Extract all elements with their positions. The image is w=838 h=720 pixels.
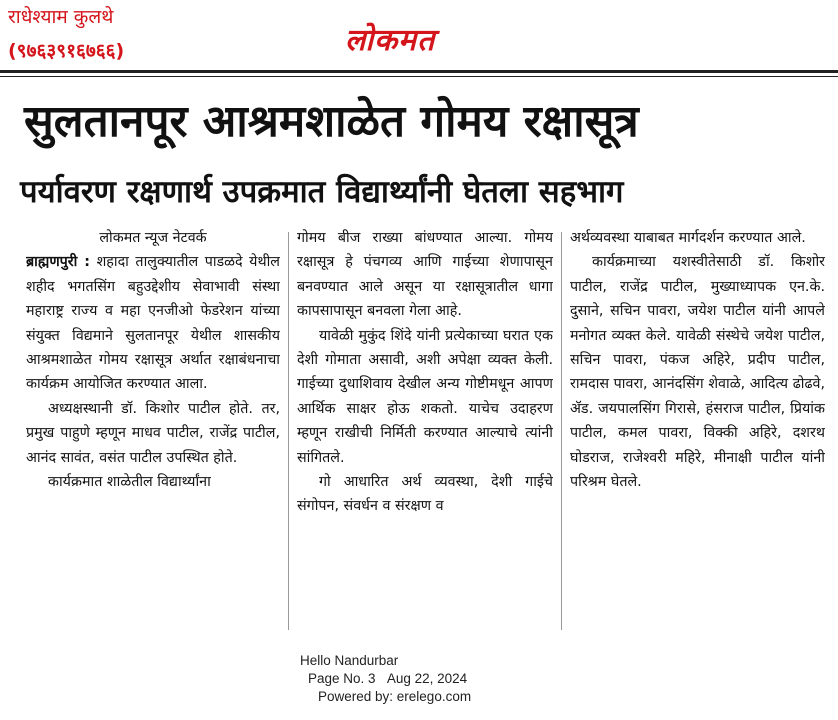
sender-phone: (९७६३९१६७६६) (8, 40, 125, 62)
article-column-2 (297, 226, 553, 636)
article-paragraph: कार्यक्रमात शाळेतील विद्यार्थ्यांना (48, 474, 211, 491)
footer-edition: Hello Nandurbar (300, 653, 399, 668)
page-footer (300, 652, 520, 706)
article-paragraph: गोमय बीज राख्या बांधण्यात आल्या. गोमय रक्षासूत्र हे पंचगव्य आणि गाईच्या शेणापासून बनवण्यात आले असून या रक्षासूत्रातील धागा कापसापासून बनवला गेला आहे. (297, 230, 553, 320)
newspaper-masthead-logo: लोकमत (345, 23, 436, 58)
footer-page-date (300, 670, 520, 688)
article-byline: लोकमत न्यूज नेटवर्क (99, 230, 207, 246)
article-headline: सुलतानपूर आश्रमशाळेत गोमय रक्षासूत्र (24, 96, 639, 147)
article-paragraph: कार्यक्रमाच्या यशस्वीतेसाठी डॉ. किशोर पाटील, राजेंद्र पाटील, मुख्याध्यापक एन.के. दुसाने, सचिन पावरा, जयेश पाटील यांनी आपले मनोगत व्यक्त केले. यावेळी संस्थेचे जयेश पाटील, सचिन पावरा, पंकज अहिरे, प्रदीप पाटील, रामदास पावरा, आनंदसिंग शेवाळे, आदित्य ढोढवे, ॲड. जयपालसिंग गिरासे, हंसराज पाटील, प्रियांक पाटील, कमल पावरा, विक्की अहिरे, दशरथ घोडराज, राजेश्वरी महिरे, मीनाक्षी पाटील यांनी परिश्रम घेतले. (570, 254, 825, 491)
article-paragraph: अध्यक्षस्थानी डॉ. किशोर पाटील होते. तर, प्रमुख पाहुणे म्हणून माधव पाटील, राजेंद्र पाटील, आनंद सावंत, वसंत पाटील उपस्थित होते. (26, 400, 280, 466)
column-divider (288, 232, 289, 630)
footer-date: Aug 22, 2024 (386, 671, 468, 686)
footer-powered: Powered by: erelego.com (318, 689, 472, 704)
article-column-1 (26, 226, 280, 636)
article-paragraph: यावेळी मुकुंद शिंदे यांनी प्रत्येकाच्या घरात एक देशी गोमाता असावी, अशी अपेक्षा व्यक्त केली. गाईच्या दुधाशिवाय देखील अन्य गोष्टीमधून आपण आर्थिक साक्षर होऊ शकतो. याचेच उदाहरण म्हणून राखीची निर्मिती करण्यात आल्याचे त्यांनी सांगितले. (297, 327, 553, 466)
sender-name: राधेश्याम कुलथे (8, 6, 114, 28)
top-rule (0, 70, 838, 73)
footer-page: Page No. 3 (308, 671, 376, 686)
article-paragraph-text: शहादा तालुक्यातील पाडळदे येथील शहीद भगतसिंग बहुउद्देशीय सेवाभावी संस्था महाराष्ट्र राज्य व महा एनजीओ फेडरेशन यांच्या संयुक्त विद्यमाने सुलतानपूर येथील शासकीय आश्रमशाळेत गोमय रक्षासूत्र अर्थात रक्षाबंधनाचा कार्यक्रम आयोजित करण्यात आला. (26, 254, 280, 393)
top-rule-thin (0, 76, 838, 77)
article-paragraph (26, 250, 280, 396)
article-paragraph: गो आधारित अर्थ व्यवस्था, देशी गाईचे संगोपन, संवर्धन व संरक्षण व (297, 474, 553, 515)
article-dateline: ब्राह्मणपुरी : (26, 254, 91, 271)
article-column-3 (570, 226, 825, 636)
article-subheadline: पर्यावरण रक्षणार्थ उपक्रमात विद्यार्थ्यांनी घेतला सहभाग (20, 174, 624, 210)
column-divider (561, 232, 562, 630)
article-paragraph: अर्थव्यवस्था याबाबत मार्गदर्शन करण्यात आले. (570, 230, 806, 246)
